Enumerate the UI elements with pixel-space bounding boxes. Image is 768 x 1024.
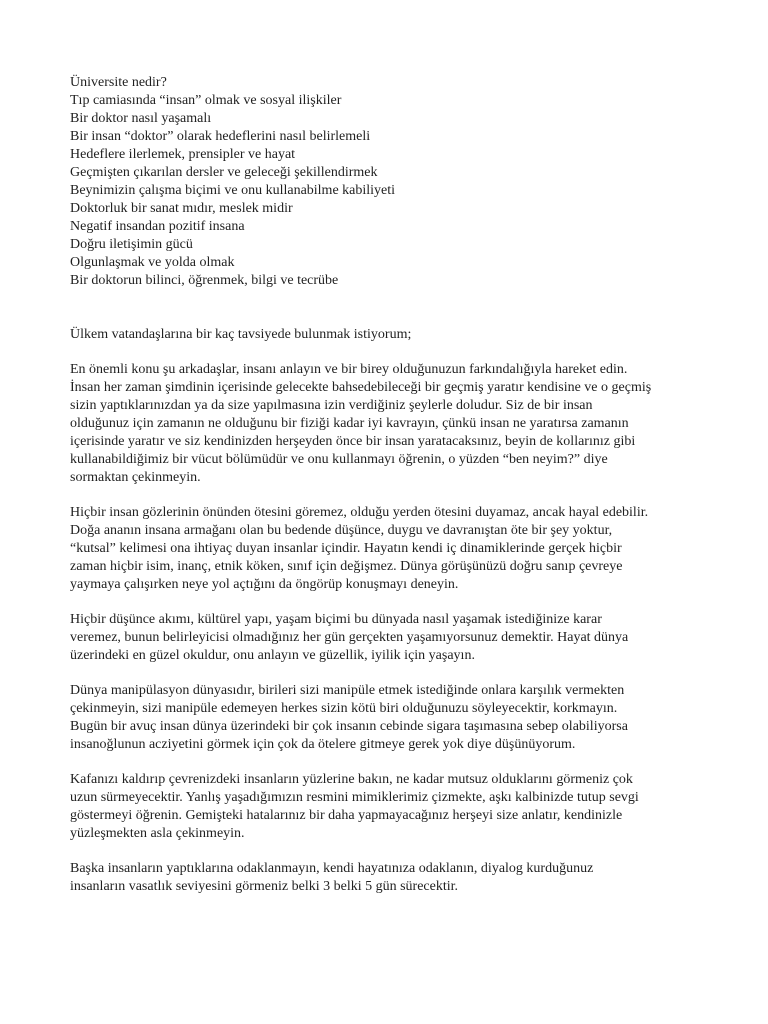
paragraph-line: Hiçbir insan gözlerinin önünden ötesini göremez, olduğu yerden ötesini duyamaz, ancak hayal edebilir. — [70, 505, 649, 520]
topic-item: Beynimizin çalışma biçimi ve onu kullanabilme kabiliyeti — [70, 183, 396, 198]
paragraph-line: yüzleşmekten asla çekinmeyin. — [70, 826, 245, 841]
paragraph-line: veremez, bunun belirleyicisi olmadığınız her gün gerçekten yaşamıyorsunuz demektir. Hayat dünya — [70, 630, 629, 645]
paragraph-line: Hiçbir düşünce akımı, kültürel yapı, yaşam biçimi bu dünyada nasıl yaşamak istediğinize karar — [70, 612, 602, 627]
topic-item: Geçmişten çıkarılan dersler ve geleceği şekillendirmek — [70, 165, 378, 180]
paragraph-line: Bugün bir avuç insan dünya üzerindeki bir çok insanın cebinde sigara taşımasına sebep olabiliyorsa — [70, 719, 628, 734]
topic-item: Bir doktorun bilinci, öğrenmek, bilgi ve tecrübe — [70, 273, 339, 288]
paragraph-6 — [70, 860, 710, 896]
paragraph-line: içerisinde yaratır ve siz kendinizden herşeyden önce bir insan yaratacaksınız, beyin de kollarınız gibi — [70, 434, 636, 449]
paragraph-line: Dünya manipülasyon dünyasıdır, birileri sizi manipüle etmek istediğinde onlara karşılık vermekten — [70, 683, 625, 698]
topic-item: Doktorluk bir sanat mıdır, meslek midir — [70, 201, 293, 216]
document-page — [70, 74, 710, 896]
paragraph-line: “kutsal” kelimesi ona ihtiyaç duyan insanlar içindir. Hayatın kendi iç dinamiklerinde gerçek hiçbir — [70, 541, 622, 556]
topic-item: Bir doktor nasıl yaşamalı — [70, 111, 212, 126]
paragraph-line: zaman hiçbir isim, inanç, etnik köken, sınıf için değişmez. Dünya görüşünüzü doğru sanıp çevreye — [70, 559, 623, 574]
paragraph-5 — [70, 771, 710, 843]
topic-item: Olgunlaşmak ve yolda olmak — [70, 255, 235, 270]
topic-item: Bir insan “doktor” olarak hedeflerini nasıl belirlemeli — [70, 129, 371, 144]
intro-sentence: Ülkem vatandaşlarına bir kaç tavsiyede bulunmak istiyorum; — [70, 327, 412, 342]
paragraph-line: çekinmeyin, sizi manipüle edemeyen herkes sizin kötü biri olduğunuzu söyleyecektir, korkmayın. — [70, 701, 618, 716]
paragraph-2 — [70, 504, 710, 594]
paragraph-1 — [70, 361, 710, 487]
topic-list — [70, 74, 710, 290]
paragraph-line: İnsan her zaman şimdinin içerisinde gelecekte bahsedebileceği bir geçmiş yaratır kendisine ve o geçmiş — [70, 380, 652, 395]
paragraph-3 — [70, 611, 710, 665]
topic-item: Doğru iletişimin gücü — [70, 237, 193, 252]
paragraph-line: uzun sürmeyecektir. Yanlış yaşadığımızın resmini mimiklerimiz çizmekte, aşkı kalbinizde tutup sevgi — [70, 790, 639, 805]
paragraph-line: En önemli konu şu arkadaşlar, insanı anlayın ve bir birey olduğunuzun farkındalığıyla hareket edin. — [70, 362, 628, 377]
paragraph-line: yaymaya çalışırken neye yol açtığını da öngörüp konuşmayı deneyin. — [70, 577, 459, 592]
paragraph-line: sormaktan çekinmeyin. — [70, 470, 201, 485]
paragraph-line: göstermeyi öğrenin. Gemişteki hatalarınız bir daha yapmayacağınız herşeyi size anlatır, kendinizle — [70, 808, 623, 823]
paragraph-line: kullanabildiğimiz bir vücut bölümüdür ve onu kullanmayı öğrenin, o yüzden “ben neyim?” diye — [70, 452, 608, 467]
paragraph-4 — [70, 682, 710, 754]
paragraph-line: üzerindeki en güzel okuldur, onu anlayın ve güzellik, iyilik için yaşayın. — [70, 648, 475, 663]
topic-item: Üniversite nedir? — [70, 75, 167, 90]
paragraph-line: olduğunuz için zamanın ne olduğunu bir fiziği kadar iyi kavrayın, çünkü insan ne yaratırsa zamanın — [70, 416, 629, 431]
paragraph-line: Doğa ananın insana armağanı olan bu bedende düşünce, duygu ve davranıştan öte bir şey yoktur, — [70, 523, 613, 538]
paragraph-line: insanların vasatlık seviyesini görmeniz belki 3 belki 5 gün sürecektir. — [70, 879, 459, 894]
topic-item: Tıp camiasında “insan” olmak ve sosyal ilişkiler — [70, 93, 342, 108]
topic-item: Negatif insandan pozitif insana — [70, 219, 245, 234]
topic-item: Hedeflere ilerlemek, prensipler ve hayat — [70, 147, 296, 162]
paragraph-line: Kafanızı kaldırıp çevrenizdeki insanların yüzlerine bakın, ne kadar mutsuz olduklarını görmeniz çok — [70, 772, 633, 787]
paragraph-line: sizin yaptıklarınızdan ya da size yapılmasına izin verdiğiniz şeylerle doludur. Siz de bir insan — [70, 398, 593, 413]
paragraph-line: Başka insanların yaptıklarına odaklanmayın, kendi hayatınıza odaklanın, diyalog kurduğunuz — [70, 861, 594, 876]
paragraph-line: insanoğlunun acziyetini görmek için çok da ötelere gitmeye gerek yok diye düşünüyorum. — [70, 737, 576, 752]
